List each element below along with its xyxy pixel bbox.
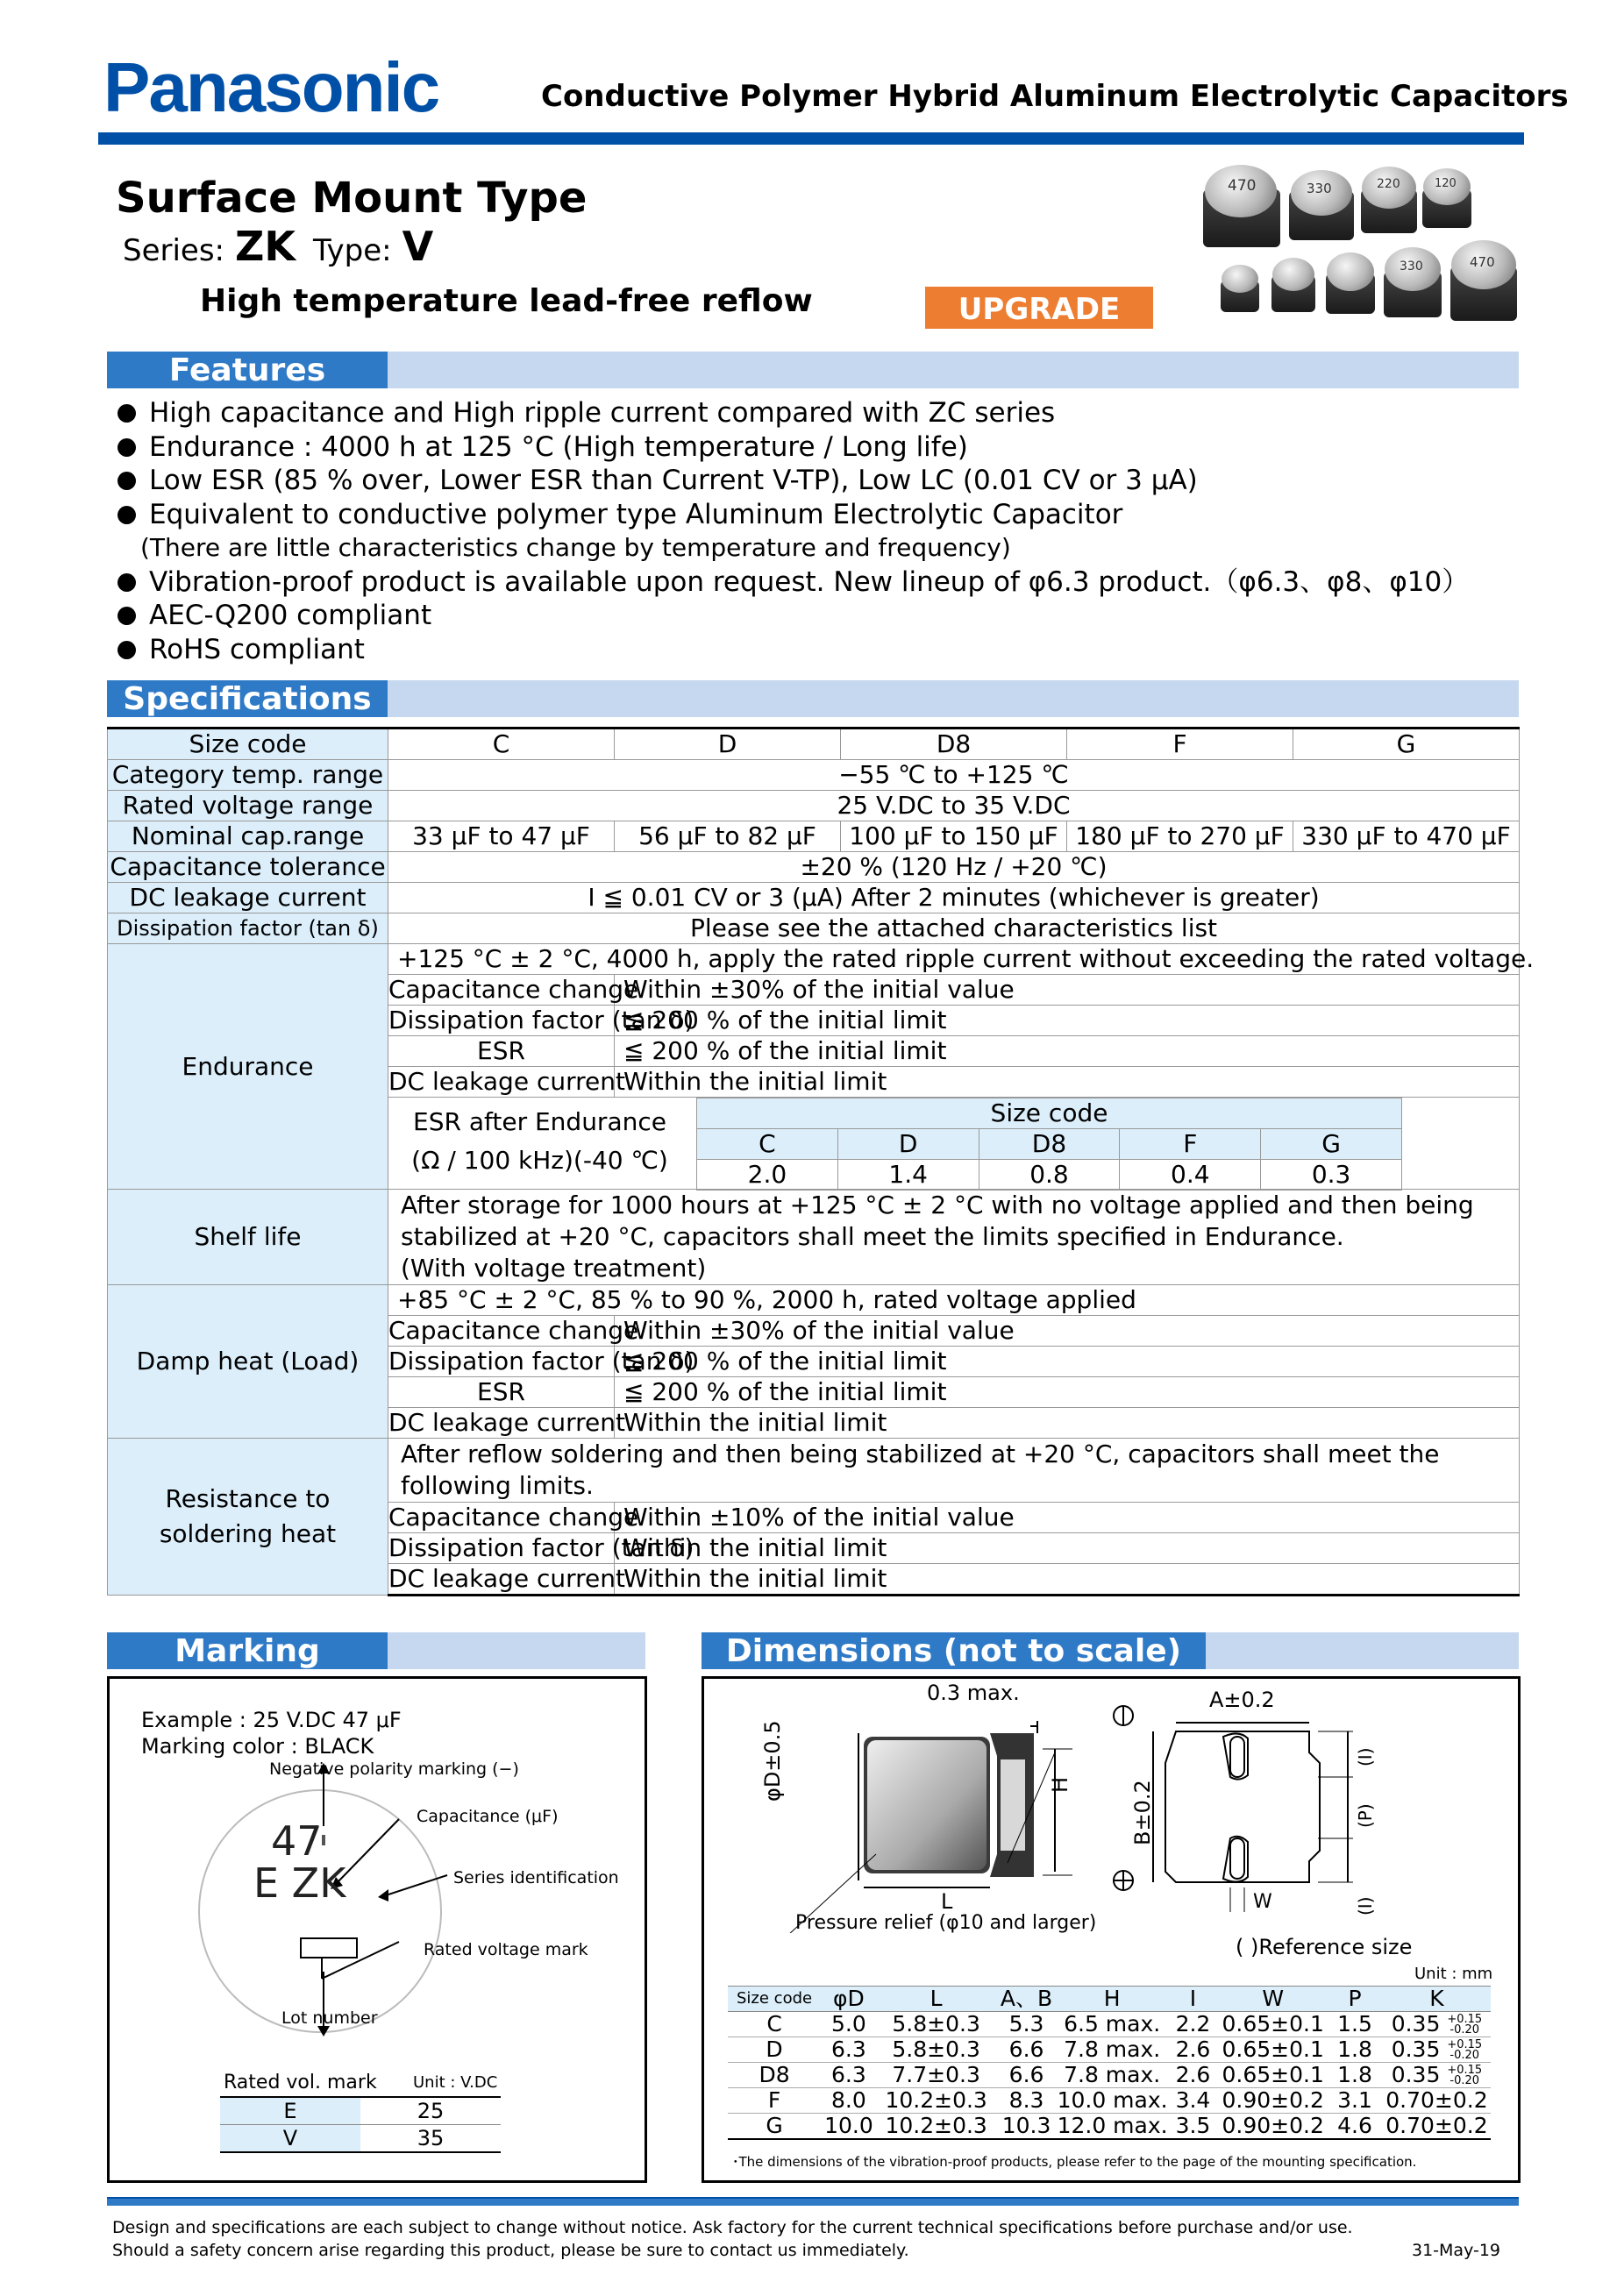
cap-print-4: 120 (1435, 177, 1457, 190)
table-row (108, 1190, 1520, 1285)
pressure-relief-label: Pressure relief (φ10 and larger) (795, 1912, 1097, 1934)
dim-k-minus: -0.20 (1449, 2023, 1480, 2037)
dim-k: 0.70±0.2 (1383, 2088, 1491, 2114)
solder-condition-line1: After reflow soldering and then being stabilized at +20 °C, capacitors shall meet the (401, 1439, 1440, 1468)
dim-p: 1.8 (1327, 2063, 1383, 2088)
esr-after-endurance-label (388, 1103, 691, 1180)
table-row (108, 1439, 1520, 1503)
cap-print-5: 330 (1400, 259, 1423, 274)
feature-sub-note: (There are little characteristics change by temperature and frequency) (140, 533, 1011, 562)
col-header: P (1327, 1987, 1383, 2012)
dim-k-minus: -0.20 (1449, 2074, 1480, 2087)
esr-code: G (1261, 1129, 1402, 1160)
shelf-life-label: Shelf life (108, 1190, 388, 1285)
marking-heading: Marking (107, 1632, 388, 1669)
dim-k-value: 0.35 (1391, 2062, 1441, 2087)
solder-label-line2: soldering heat (159, 1519, 337, 1548)
col-header: Size code (728, 1987, 821, 2012)
endurance-item: Capacitance change (388, 975, 639, 1004)
shelf-life-line2: stabilized at +20 °C, capacitors shall meet the limits specified in Endurance. (401, 1222, 1344, 1251)
nominal-cap-label: Nominal cap.range (108, 821, 388, 852)
footer-date: 31-May-19 (1412, 2241, 1501, 2260)
endurance-condition: +125 °C ± 2 °C, 4000 h, apply the rated ripple current without exceeding the rated voltage. (388, 944, 1520, 975)
esr-value: 1.4 (837, 1160, 979, 1191)
rated-voltage-box (301, 1938, 357, 1958)
dim-code: D (728, 2037, 821, 2063)
col-header: K (1383, 1987, 1491, 2012)
shelf-life-line3: (With voltage treatment) (401, 1254, 707, 1283)
unit-label: Unit : mm (1414, 1965, 1493, 1983)
specifications-table (107, 727, 1535, 1596)
lot-number-label: Lot number (281, 2008, 378, 2028)
dc-leakage-label: DC leakage current (108, 883, 388, 913)
table-row (108, 729, 1520, 760)
marking-panel (107, 1676, 647, 2183)
dim-code: G (728, 2114, 821, 2140)
dim-ab: 6.6 (996, 2037, 1058, 2063)
solder-condition (388, 1439, 1520, 1503)
cat-temp-label: Category temp. range (108, 760, 388, 791)
product-subtitle: High temperature lead-free reflow (200, 283, 813, 319)
dim-code: F (728, 2088, 821, 2114)
table-row (108, 1285, 1520, 1316)
dim-l: 5.8±0.3 (877, 2012, 996, 2037)
dim-i: 2.6 (1167, 2037, 1219, 2063)
dim-d: 8.0 (821, 2088, 877, 2114)
dim-w: 0.90±0.2 (1219, 2088, 1327, 2114)
nominal-cap-value: 180 μF to 270 μF (1067, 821, 1293, 852)
table-row (108, 944, 1520, 975)
dim-l: 10.2±0.3 (877, 2088, 996, 2114)
solder-label-line1: Resistance to (165, 1484, 331, 1513)
feature-item: Endurance : 4000 h at 125 °C (High temperature / Long life) (114, 430, 1517, 465)
dim-h-label: H (1048, 1776, 1072, 1793)
upgrade-badge: UPGRADE (925, 287, 1153, 329)
dim-d: 6.3 (821, 2037, 877, 2063)
series-value: ZK (235, 223, 296, 270)
cap-print-3: 220 (1377, 177, 1400, 191)
cap-tolerance-value: ±20 % (120 Hz / +20 ℃) (388, 852, 1520, 883)
dim-h: 6.5 max. (1058, 2012, 1167, 2037)
footer-line2: Should a safety concern arise regarding this product, please be sure to contact us immediately. (112, 2241, 909, 2260)
dim-p: 3.1 (1327, 2088, 1383, 2114)
size-code-label: Size code (108, 729, 388, 760)
solder-value: Within the initial limit (615, 1564, 1520, 1596)
esr-code: D (837, 1129, 979, 1160)
dim-h: 7.8 max. (1058, 2063, 1167, 2088)
dim-code: D8 (728, 2063, 821, 2088)
esr-code: D8 (979, 1129, 1120, 1160)
col-header: W (1219, 1987, 1327, 2012)
table-row (108, 760, 1520, 791)
dim-03max-label: 0.3 max. (927, 1681, 1020, 1705)
features-heading-bar (107, 352, 1519, 388)
dim-w: 0.65±0.1 (1219, 2037, 1327, 2063)
dim-i: 2.6 (1167, 2063, 1219, 2088)
dissipation-label: Dissipation factor (tan δ) (108, 913, 388, 944)
table-row (728, 2063, 1491, 2088)
marking-color: Marking color : BLACK (141, 1734, 374, 1759)
dim-w-label: W (1253, 1891, 1272, 1913)
dim-k-plus: +0.15 (1447, 2038, 1483, 2051)
dim-ab: 5.3 (996, 2012, 1058, 2037)
dim-i: 3.5 (1167, 2114, 1219, 2140)
esr-value: 0.3 (1261, 1160, 1402, 1191)
endurance-value: ≦ 200 % of the initial limit (615, 1036, 1520, 1067)
table-row (728, 2037, 1491, 2063)
solder-condition-line2: following limits. (401, 1471, 594, 1500)
esr-after-endurance-cell (388, 1098, 1520, 1190)
type-label: Type: (313, 233, 392, 268)
esr-value: 0.8 (979, 1160, 1120, 1191)
dim-k-tolerance (1447, 2065, 1482, 2086)
rated-vol-mark: V (220, 2125, 360, 2153)
feature-item: Low ESR (85 % over, Lower ESR than Current V-TP), Low LC (0.01 CV or 3 μA) (114, 464, 1517, 498)
endurance-item: DC leakage current (388, 1067, 625, 1096)
dissipation-value: Please see the attached characteristics list (388, 913, 1520, 944)
dim-d: 6.3 (821, 2063, 877, 2088)
dim-k-tolerance (1447, 2040, 1482, 2061)
shelf-life-text (388, 1190, 1520, 1285)
document-title: Conductive Polymer Hybrid Aluminum Electrolytic Capacitors (541, 79, 1569, 114)
dim-k: 0.70±0.2 (1383, 2114, 1491, 2140)
table-row (728, 2012, 1491, 2037)
table-row (108, 913, 1520, 944)
leader-line (338, 1819, 399, 1882)
esr-label-line2: (Ω / 100 kHz)(-40 ℃) (411, 1146, 668, 1175)
dim-i: 3.4 (1167, 2088, 1219, 2114)
size-code-d: D (615, 729, 841, 760)
dim-i: 2.2 (1167, 2012, 1219, 2037)
dim-k-tolerance (1447, 2015, 1482, 2036)
nominal-cap-value: 33 μF to 47 μF (388, 821, 615, 852)
dim-ab: 6.6 (996, 2063, 1058, 2088)
damp-heat-item: Dissipation factor (tan δ) (388, 1347, 694, 1375)
series-id-label: Series identification (453, 1868, 619, 1887)
dimensions-note: ･The dimensions of the vibration-proof products, please refer to the page of the mounting specification. (732, 2154, 1417, 2170)
footer-line1: Design and specifications are each subject to change without notice. Ask factory for the current technical specifications before purchase and/or use. (112, 2218, 1353, 2237)
dim-k-plus: +0.15 (1447, 2013, 1483, 2026)
type-value: V (402, 223, 434, 270)
specifications-heading: Specifications (107, 680, 388, 717)
dim-i-top-label: (I) (1355, 1747, 1376, 1766)
dim-p-label: (P) (1355, 1803, 1376, 1828)
rated-voltage-label: Rated voltage range (108, 791, 388, 821)
nominal-cap-value: 330 μF to 470 μF (1293, 821, 1520, 852)
endurance-value: Within ±30% of the initial value (615, 975, 1520, 1006)
feature-item: Equivalent to conductive polymer type Aluminum Electrolytic Capacitor (114, 498, 1517, 532)
features-list (114, 396, 1517, 666)
rated-vol-table (220, 2096, 501, 2153)
dim-h: 10.0 max. (1057, 2087, 1168, 2113)
cat-temp-value: −55 ℃ to +125 ℃ (388, 760, 1520, 791)
damp-heat-label: Damp heat (Load) (108, 1285, 388, 1439)
size-code-c: C (388, 729, 615, 760)
dim-h: 7.8 max. (1058, 2037, 1167, 2063)
dim-k-value: 0.35 (1391, 2037, 1441, 2062)
solder-value: Within ±10% of the initial value (615, 1503, 1520, 1533)
dim-d: 5.0 (821, 2012, 877, 2037)
series-line (123, 224, 451, 273)
dim-w: 0.65±0.1 (1219, 2012, 1327, 2037)
rated-voltage-mark-label: Rated voltage mark (424, 1940, 588, 1959)
product-title: Surface Mount Type (116, 174, 588, 223)
nominal-cap-value: 56 μF to 82 μF (615, 821, 841, 852)
rated-vol-unit: Unit : V.DC (413, 2073, 498, 2092)
dim-k (1383, 2037, 1491, 2063)
marking-heading-bar (107, 1632, 645, 1669)
esr-size-code-label: Size code (697, 1098, 1402, 1129)
cap-print-6: 470 (1470, 254, 1495, 270)
esr-value: 0.4 (1120, 1160, 1261, 1191)
feature-item: RoHS compliant (114, 633, 1517, 667)
damp-heat-value: ≦ 200 % of the initial limit (615, 1377, 1520, 1408)
table-row (728, 1987, 1491, 2012)
shelf-life-line1: After storage for 1000 hours at +125 °C ± 2 °C with no voltage applied and then being (401, 1191, 1474, 1219)
col-header: H (1058, 1987, 1167, 2012)
damp-heat-item: ESR (388, 1377, 615, 1408)
feature-item: High capacitance and High ripple current compared with ZC series (114, 396, 1517, 430)
col-header: L (877, 1987, 996, 2012)
col-header: A、B (996, 1987, 1058, 2012)
marking-example: Example : 25 V.DC 47 μF (141, 1708, 402, 1732)
size-code-g: G (1293, 729, 1520, 760)
solder-value: Within the initial limit (615, 1533, 1520, 1564)
dim-k (1383, 2063, 1491, 2088)
dim-k (1383, 2012, 1491, 2037)
dim-ab: 8.3 (996, 2088, 1058, 2114)
dim-l-label: L (941, 1889, 953, 1914)
size-code-d8: D8 (841, 729, 1067, 760)
rated-vol-value: 25 (360, 2097, 501, 2125)
dim-p: 4.6 (1327, 2114, 1383, 2140)
esr-label-line1: ESR after Endurance (413, 1107, 666, 1136)
table-row (728, 2088, 1491, 2114)
endurance-value: Within the initial limit (615, 1067, 1520, 1098)
arrow-head (378, 1889, 388, 1901)
table-row (728, 2114, 1491, 2140)
dimensions-table (728, 1986, 1491, 2140)
series-label: Series: (123, 233, 225, 268)
table-row (108, 821, 1520, 852)
solder-heat-label (108, 1439, 388, 1596)
damp-heat-value: Within ±30% of the initial value (615, 1316, 1520, 1347)
dim-k-plus: +0.15 (1447, 2064, 1483, 2077)
dim-ab: 10.3 (996, 2114, 1058, 2140)
esr-table (696, 1098, 1402, 1191)
rated-vol-mark-title: Rated vol. mark (224, 2072, 377, 2093)
dim-l: 7.7±0.3 (877, 2063, 996, 2088)
table-row (697, 1129, 1402, 1160)
esr-code: C (697, 1129, 838, 1160)
col-header: φD (821, 1987, 877, 2012)
dim-d: 10.0 (821, 2114, 877, 2140)
dimensions-heading: Dimensions (not to scale) (702, 1632, 1206, 1669)
mark-line2: E ZK (253, 1859, 346, 1907)
nominal-cap-value: 100 μF to 150 μF (841, 821, 1067, 852)
dim-phid-label: φD±0.5 (760, 1720, 785, 1802)
dim-i-bottom-label: (I) (1355, 1896, 1376, 1916)
damp-heat-condition: +85 °C ± 2 °C, 85 % to 90 %, 2000 h, rated voltage applied (388, 1285, 1520, 1316)
dim-k-minus: -0.20 (1449, 2049, 1480, 2062)
specifications-heading-bar (107, 680, 1519, 717)
neg-polarity-label: Negative polarity marking (−) (269, 1759, 519, 1779)
cap-print-2: 330 (1307, 181, 1332, 196)
dim-l: 5.8±0.3 (877, 2037, 996, 2063)
table-row (697, 1098, 1402, 1129)
feature-item: AEC-Q200 compliant (114, 599, 1517, 633)
dim-p: 1.8 (1327, 2037, 1383, 2063)
esr-value: 2.0 (697, 1160, 838, 1191)
header-rule (98, 132, 1524, 145)
solder-item: Capacitance change (388, 1503, 639, 1532)
damp-heat-value: ≦ 200 % of the initial limit (615, 1347, 1520, 1377)
solder-item: DC leakage current (388, 1564, 615, 1596)
size-code-f: F (1067, 729, 1293, 760)
endurance-value: ≦ 200 % of the initial limit (615, 1006, 1520, 1036)
rated-vol-value: 35 (360, 2125, 501, 2153)
dim-a-label: A±0.2 (1209, 1688, 1275, 1712)
table-row (220, 2125, 501, 2153)
dim-k-value: 0.35 (1391, 2011, 1441, 2037)
dim-l: 10.2±0.3 (877, 2114, 996, 2140)
endurance-item: Dissipation factor (tan δ) (388, 1006, 694, 1034)
dim-w: 0.65±0.1 (1219, 2063, 1327, 2088)
col-header: I (1167, 1987, 1219, 2012)
table-row (220, 2097, 501, 2125)
dimensions-heading-bar (702, 1632, 1519, 1669)
leader-line (322, 1942, 399, 1979)
esr-code: F (1120, 1129, 1261, 1160)
table-row (108, 883, 1520, 913)
dim-w: 0.90±0.2 (1219, 2114, 1327, 2140)
footer-rule (107, 2197, 1519, 2206)
mark-line1: 47 (271, 1817, 323, 1865)
features-heading: Features (107, 352, 388, 388)
rated-voltage-value: 25 V.DC to 35 V.DC (388, 791, 1520, 821)
endurance-label: Endurance (108, 944, 388, 1190)
damp-heat-value: Within the initial limit (615, 1408, 1520, 1439)
capacitance-label: Capacitance (μF) (417, 1807, 559, 1826)
table-row (108, 791, 1520, 821)
dim-h: 12.0 max. (1057, 2113, 1168, 2138)
dim-code: C (728, 2012, 821, 2037)
damp-heat-item: DC leakage current (388, 1408, 625, 1437)
table-row (697, 1160, 1402, 1191)
dc-leakage-value: I ≦ 0.01 CV or 3 (μA) After 2 minutes (whichever is greater) (388, 883, 1520, 913)
dim-p: 1.5 (1327, 2012, 1383, 2037)
dimension-drawing (704, 1679, 1518, 1933)
table-row (108, 852, 1520, 883)
feature-item: Vibration-proof product is available upon request. New lineup of φ6.3 product.（φ6.3、φ8、φ10） (114, 565, 1517, 600)
cap-print-1: 470 (1228, 177, 1257, 195)
cap-tolerance-label: Capacitance tolerance (108, 852, 388, 883)
capacitor-photo (1193, 158, 1526, 333)
dim-b-label: B±0.2 (1130, 1780, 1155, 1845)
damp-heat-item: Capacitance change (388, 1316, 639, 1345)
panasonic-logo: Panasonic (103, 48, 439, 126)
reference-size-label: ( )Reference size (1236, 1935, 1413, 1959)
rated-vol-mark: E (220, 2097, 360, 2125)
solder-item: Dissipation factor (tan δ) (388, 1533, 694, 1562)
endurance-item: ESR (388, 1036, 615, 1067)
